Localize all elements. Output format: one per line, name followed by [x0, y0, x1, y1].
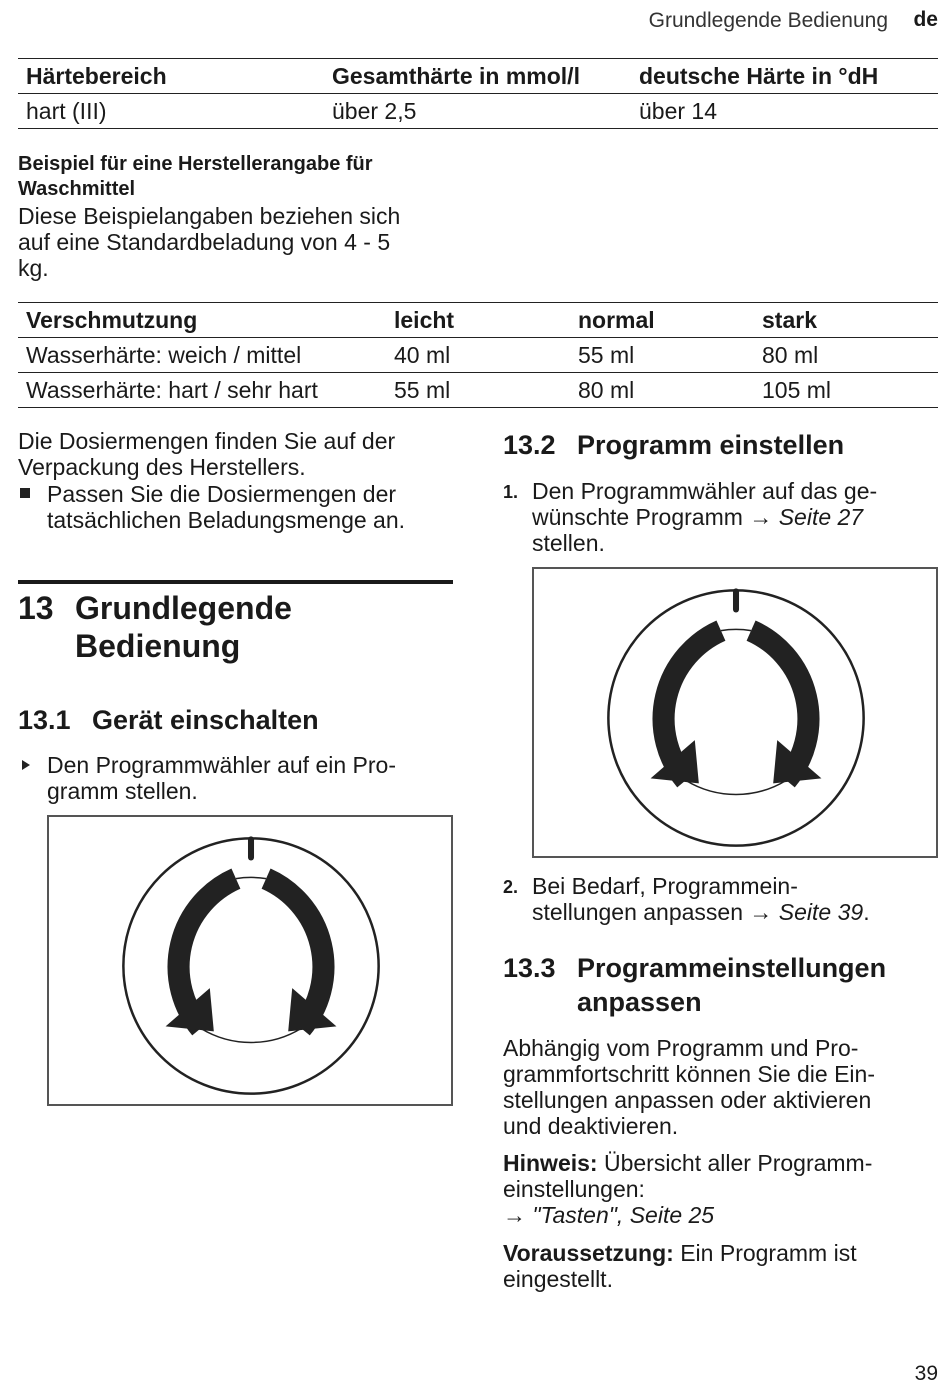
paragraph	[503, 1035, 875, 1139]
table-cell: 40 ml	[394, 341, 451, 368]
note	[503, 1150, 872, 1228]
step-text-span: wünschte Programm	[532, 504, 743, 530]
note-line: einstellungen:	[503, 1176, 645, 1202]
paragraph-line: Abhängig vom Programm und Pro-	[503, 1035, 859, 1061]
language-code: de	[913, 8, 938, 31]
example-text-line: auf eine Standardbeladung von 4 - 5	[18, 229, 391, 255]
subsection-title: Programm einstellen	[577, 430, 845, 460]
table-cell: Wasserhärte: hart / sehr hart	[26, 376, 318, 403]
paragraph-line: grammfortschritt können Sie die Ein-	[503, 1061, 875, 1087]
page-reference-link[interactable]: Seite 39	[778, 899, 864, 925]
section-title-line: Bedienung	[75, 628, 241, 664]
table-cell: Wasserhärte: weich / mittel	[26, 341, 302, 368]
step-text-line: stellen.	[532, 530, 605, 556]
table-row	[18, 373, 938, 408]
section-title	[75, 589, 292, 665]
section-number: 13	[18, 590, 54, 626]
program-dial-icon	[534, 569, 936, 856]
note-line	[503, 1202, 872, 1228]
table-header-cell: Härtebereich	[26, 62, 167, 89]
program-dial-figure	[532, 567, 938, 858]
prerequisite	[503, 1240, 857, 1292]
step-text-span: stellungen anpassen	[532, 899, 743, 925]
table-header-cell: stark	[762, 306, 817, 333]
paragraph-line: stellungen anpassen oder aktivieren	[503, 1087, 872, 1113]
step-number: 2.	[503, 877, 519, 897]
table-header-cell: Verschmutzung	[26, 306, 198, 333]
table-cell: 55 ml	[578, 341, 635, 368]
section-title-line: Grundlegende	[75, 590, 292, 626]
prerequisite-text: Ein Programm ist	[680, 1240, 857, 1266]
step-text	[532, 478, 877, 556]
table-header-row	[18, 59, 938, 94]
subsection-title: Gerät einschalten	[92, 705, 319, 735]
prerequisite-label: Voraussetzung:	[503, 1240, 674, 1266]
running-header-title: Grundlegende Bedienung	[648, 9, 888, 32]
page-reference-link[interactable]: Seite 27	[778, 504, 864, 530]
table-cell: 105 ml	[762, 376, 832, 403]
table-cell: 80 ml	[578, 376, 635, 403]
bullet-triangle-icon	[21, 759, 31, 771]
program-dial-figure	[47, 815, 453, 1106]
step-text-span: .	[863, 899, 870, 925]
paragraph-line: und deaktivieren.	[503, 1113, 679, 1139]
bullet-text-line: Passen Sie die Dosiermengen der	[47, 481, 397, 507]
step-text-line: gramm stellen.	[47, 778, 198, 804]
page-number: 39	[914, 1362, 938, 1385]
example-text-line: Diese Beispielangaben beziehen sich	[18, 203, 401, 229]
arrow-right-icon: →	[749, 504, 773, 530]
note-label: Hinweis:	[503, 1150, 598, 1176]
arrow-right-icon: →	[749, 899, 773, 925]
subsection-title-line: anpassen	[577, 987, 702, 1017]
table-header-cell: leicht	[394, 306, 455, 333]
table-cell: hart (III)	[26, 97, 107, 124]
step-text	[47, 752, 396, 804]
arrow-right-icon: →	[503, 1202, 526, 1228]
table-cell: 80 ml	[762, 341, 819, 368]
prerequisite-line	[503, 1240, 857, 1266]
step-text-line: Den Programmwähler auf ein Pro-	[47, 752, 396, 778]
subsection-number: 13.3	[503, 953, 556, 983]
table-header-cell: deutsche Härte in °dH	[639, 62, 879, 89]
section-rule	[18, 580, 453, 584]
table-cell: 55 ml	[394, 376, 451, 403]
step-text-line: Den Programmwähler auf das ge-	[532, 478, 878, 504]
dosing-text-line: Die Dosiermengen finden Sie auf der	[18, 428, 396, 454]
subsection-number: 13.2	[503, 430, 556, 460]
table-row	[18, 94, 938, 129]
dosage-table	[18, 302, 938, 408]
dosing-text	[18, 428, 395, 480]
step-text-line	[532, 899, 870, 925]
bullet-text-line: tatsächlichen Beladungsmenge an.	[47, 507, 406, 533]
table-header-row	[18, 303, 938, 338]
table-cell: über 2,5	[332, 97, 417, 124]
example-heading-line: Beispiel für eine Herstellerangabe für	[18, 153, 373, 175]
bullet-square-icon	[20, 488, 30, 498]
table-header-cell: normal	[578, 306, 655, 333]
subsection-title	[577, 951, 886, 1019]
step-text	[532, 873, 870, 925]
page-reference-link[interactable]: "Tasten", Seite 25	[532, 1202, 715, 1228]
example-text-line: kg.	[18, 255, 49, 281]
note-text: Übersicht aller Programm-	[603, 1150, 873, 1176]
dosing-bullet-text	[47, 481, 405, 533]
example-heading	[18, 152, 373, 202]
prerequisite-line: eingestellt.	[503, 1266, 613, 1292]
subsection-number: 13.1	[18, 705, 71, 735]
hardness-table	[18, 58, 938, 129]
dosing-text-line: Verpackung des Herstellers.	[18, 454, 306, 480]
step-text-line: Bei Bedarf, Programmein-	[532, 873, 798, 899]
subsection-title-line: Programmeinstellungen	[577, 953, 887, 983]
note-line	[503, 1150, 872, 1176]
example-heading-line: Waschmittel	[18, 178, 136, 200]
example-text	[18, 203, 400, 281]
table-row	[18, 338, 938, 373]
table-header-cell: Gesamthärte in mmol/l	[332, 62, 580, 89]
step-number: 1.	[503, 482, 519, 502]
program-dial-icon	[49, 817, 451, 1104]
table-cell: über 14	[639, 97, 718, 124]
step-text-line	[532, 504, 877, 530]
